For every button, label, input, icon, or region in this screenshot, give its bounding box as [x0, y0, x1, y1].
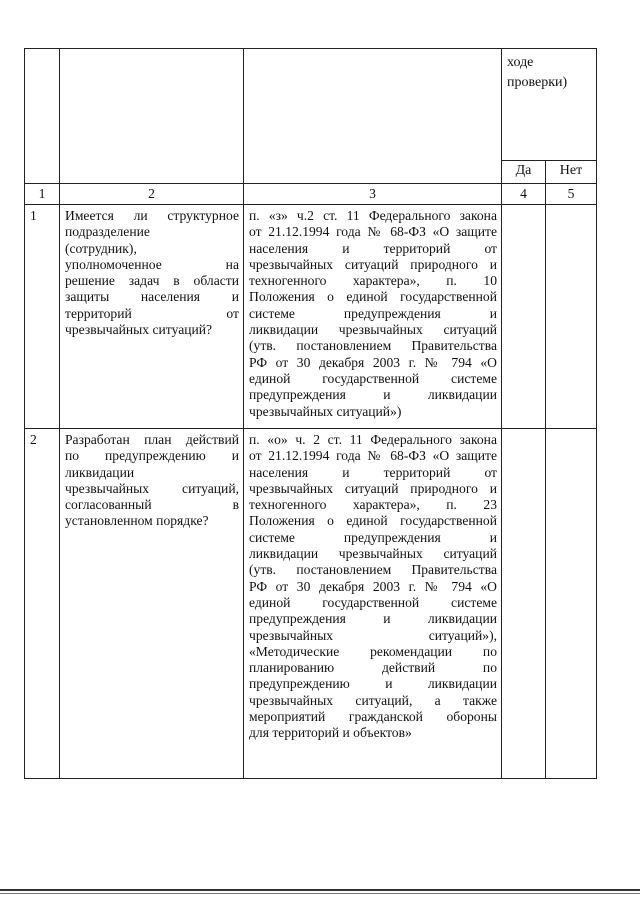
header-yes: Да — [515, 163, 532, 178]
question-line: чрезвычайных ситуаций, — [65, 480, 239, 496]
question-line: по предупреждению и — [65, 448, 239, 464]
reference-line: ликвидации чрезвычайных ситуаций — [249, 546, 497, 562]
column-number-3: 3 — [369, 186, 376, 201]
reference-line: чрезвычайных ситуаций природного и — [249, 480, 497, 496]
reference-line: системе предупреждения и — [249, 305, 497, 321]
column-number-1: 1 — [38, 186, 46, 201]
reference-line: системе предупреждения и — [249, 529, 497, 545]
row1-number: 1 — [30, 208, 37, 223]
row1-question — [65, 208, 239, 338]
row1-bottom-rule — [24, 428, 597, 429]
column-number-4: 4 — [520, 186, 527, 201]
table-border-top — [24, 48, 597, 49]
header-subrow-rule — [501, 160, 597, 161]
reference-line: ликвидации чрезвычайных ситуаций — [249, 322, 497, 338]
header-col45-title — [507, 53, 593, 93]
reference-line: для территорий и объектов» — [249, 725, 412, 741]
row2-reference — [249, 432, 497, 742]
reference-line: от 21.12.1994 года № 68-ФЗ «О защите — [249, 448, 497, 464]
question-line: ликвидации — [65, 464, 135, 480]
reference-line: предупреждения и ликвидации — [249, 611, 497, 627]
question-line: Имеется ли структурное — [65, 208, 239, 223]
reference-line: Положения о единой государственной — [249, 289, 497, 305]
reference-line: Положения о единой государственной — [249, 513, 497, 529]
header-title-line: проверки) — [507, 75, 568, 90]
reference-line: населения и территорий от — [249, 240, 497, 256]
column-number-5: 5 — [567, 186, 575, 201]
table-border-right — [596, 48, 597, 779]
question-line: территорий от — [65, 305, 239, 321]
question-line: (сотрудник), — [65, 240, 137, 256]
row1-reference — [249, 208, 497, 420]
reference-line: п. «о» ч. 2 ст. 11 Федерального закона — [249, 432, 497, 447]
reference-line: техногенного характера», п. 10 — [249, 273, 497, 289]
table-border-col3-col4 — [501, 48, 502, 779]
question-line: уполномоченное на — [65, 256, 239, 272]
row2-number: 2 — [30, 432, 37, 447]
reference-line: РФ от 30 декабря 2003 г. № 794 «О — [249, 578, 497, 594]
reference-line: населения и территорий от — [249, 464, 497, 480]
question-line: подразделение — [65, 224, 150, 240]
reference-line: «Методические рекомендации по — [249, 643, 497, 659]
reference-line: техногенного характера», п. 23 — [249, 497, 497, 513]
question-line: решение задач в области — [65, 273, 239, 289]
reference-line: предупреждению и ликвидации — [249, 676, 497, 692]
reference-line: предупреждения и ликвидации — [249, 387, 497, 403]
reference-line: чрезвычайных ситуаций») — [249, 403, 402, 419]
question-line: защиты населения и — [65, 289, 239, 305]
column-number-2: 2 — [148, 186, 155, 201]
reference-line: п. «з» ч.2 ст. 11 Федерального закона — [249, 208, 497, 223]
table-border-col1-col2 — [59, 48, 60, 779]
reference-line: чрезвычайных ситуаций»), — [249, 627, 497, 643]
reference-line: чрезвычайных ситуаций природного и — [249, 256, 497, 272]
scan-edge-rule — [0, 889, 640, 891]
row2-question — [65, 432, 239, 530]
header-no: Нет — [559, 163, 583, 178]
column-numbers-bottom-rule — [24, 204, 597, 205]
reference-line: мероприятий гражданской обороны — [249, 709, 497, 725]
table-border-left — [24, 48, 25, 779]
table-border-col2-col3 — [243, 48, 244, 779]
question-line: установленном порядке? — [65, 513, 209, 529]
reference-line: (утв. постановлением Правительства — [249, 562, 497, 578]
reference-line: РФ от 30 декабря 2003 г. № 794 «О — [249, 354, 497, 370]
table-border-bottom — [24, 778, 597, 779]
header-title-line: ходе — [507, 55, 534, 70]
table-border-col4-col5 — [545, 160, 546, 779]
reference-line: единой государственной системе — [249, 370, 497, 386]
reference-line: единой государственной системе — [249, 594, 497, 610]
question-line: согласованный в — [65, 497, 239, 513]
reference-line: от 21.12.1994 года № 68-ФЗ «О защите — [249, 224, 497, 240]
reference-line: (утв. постановлением Правительства — [249, 338, 497, 354]
header-bottom-rule — [24, 183, 597, 184]
question-line: чрезвычайных ситуаций? — [65, 322, 213, 338]
reference-line: планированию действий по — [249, 660, 497, 676]
scan-edge-rule — [0, 893, 640, 894]
reference-line: чрезвычайных ситуаций, а также — [249, 692, 497, 708]
question-line: Разработан план действий — [65, 432, 239, 447]
